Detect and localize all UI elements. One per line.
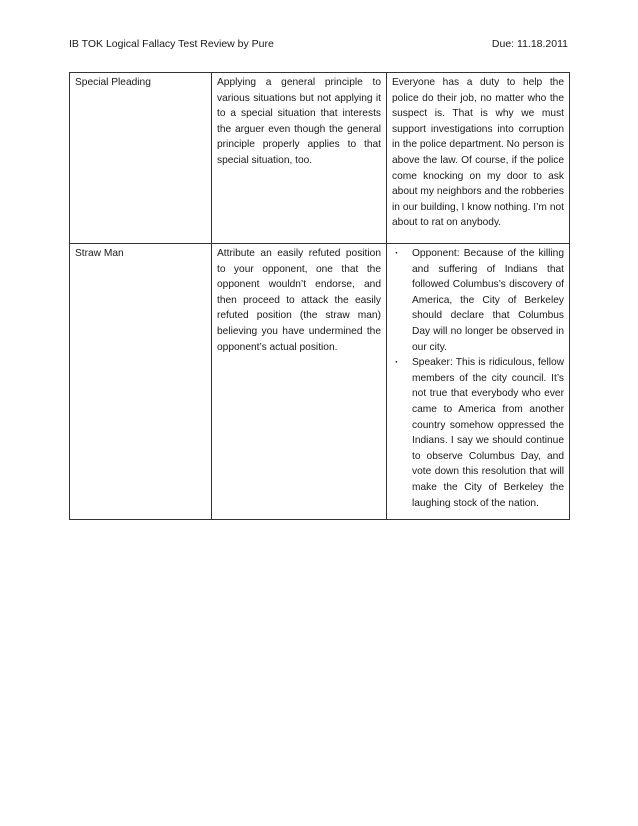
fallacy-definition: Applying a general principle to various situations but not applying it to a special situation that interests the arguer even though the general principle properly applies to that special situation, too. xyxy=(217,77,381,166)
fallacy-name-cell xyxy=(70,244,212,520)
fallacy-example: Everyone has a duty to help the police do their job, no matter who the suspect is. That is why we must support investigations into corruption in the police department. No person is above the law. Of course, if the police come knocking on my door to ask about my neighbors and the robberies in our building, I know nothing. I’m not about to rat on anybody. xyxy=(392,77,564,229)
table-row xyxy=(70,73,570,244)
fallacy-name-cell xyxy=(70,73,212,244)
fallacy-definition: Attribute an easily refuted position to your opponent, one that the opponent wouldn’t endorse, and then proceed to attack the easily refuted position (the straw man) believing you have undermined the opponent’s actual position. xyxy=(217,248,381,353)
document-title: IB TOK Logical Fallacy Test Review by Pure xyxy=(69,38,274,50)
page-header xyxy=(69,37,568,51)
fallacy-name: Special Pleading xyxy=(75,77,151,88)
fallacy-example-cell xyxy=(387,244,570,520)
fallacy-example-cell xyxy=(387,73,570,244)
example-list xyxy=(392,246,564,511)
list-item: · Speaker: This is ridiculous, fellow members of the city council. It’s not true that everybody who ever came to America from another country somehow oppressed the Indians. I say we should continue to observe Columbus Day, and vote down this resolution that will make the City of Berkeley the laughing stock of the nation. xyxy=(392,355,564,511)
list-item: · Opponent: Because of the killing and suffering of Indians that followed Columbus’s discovery of America, the City of Berkeley should declare that Columbus Day will no longer be observed in our city. xyxy=(392,246,564,355)
fallacy-definition-cell xyxy=(212,244,387,520)
fallacy-definition-cell xyxy=(212,73,387,244)
fallacy-table xyxy=(69,72,570,520)
due-date: Due: 11.18.2011 xyxy=(491,38,568,50)
table-row xyxy=(70,244,570,520)
fallacy-name: Straw Man xyxy=(75,248,124,259)
